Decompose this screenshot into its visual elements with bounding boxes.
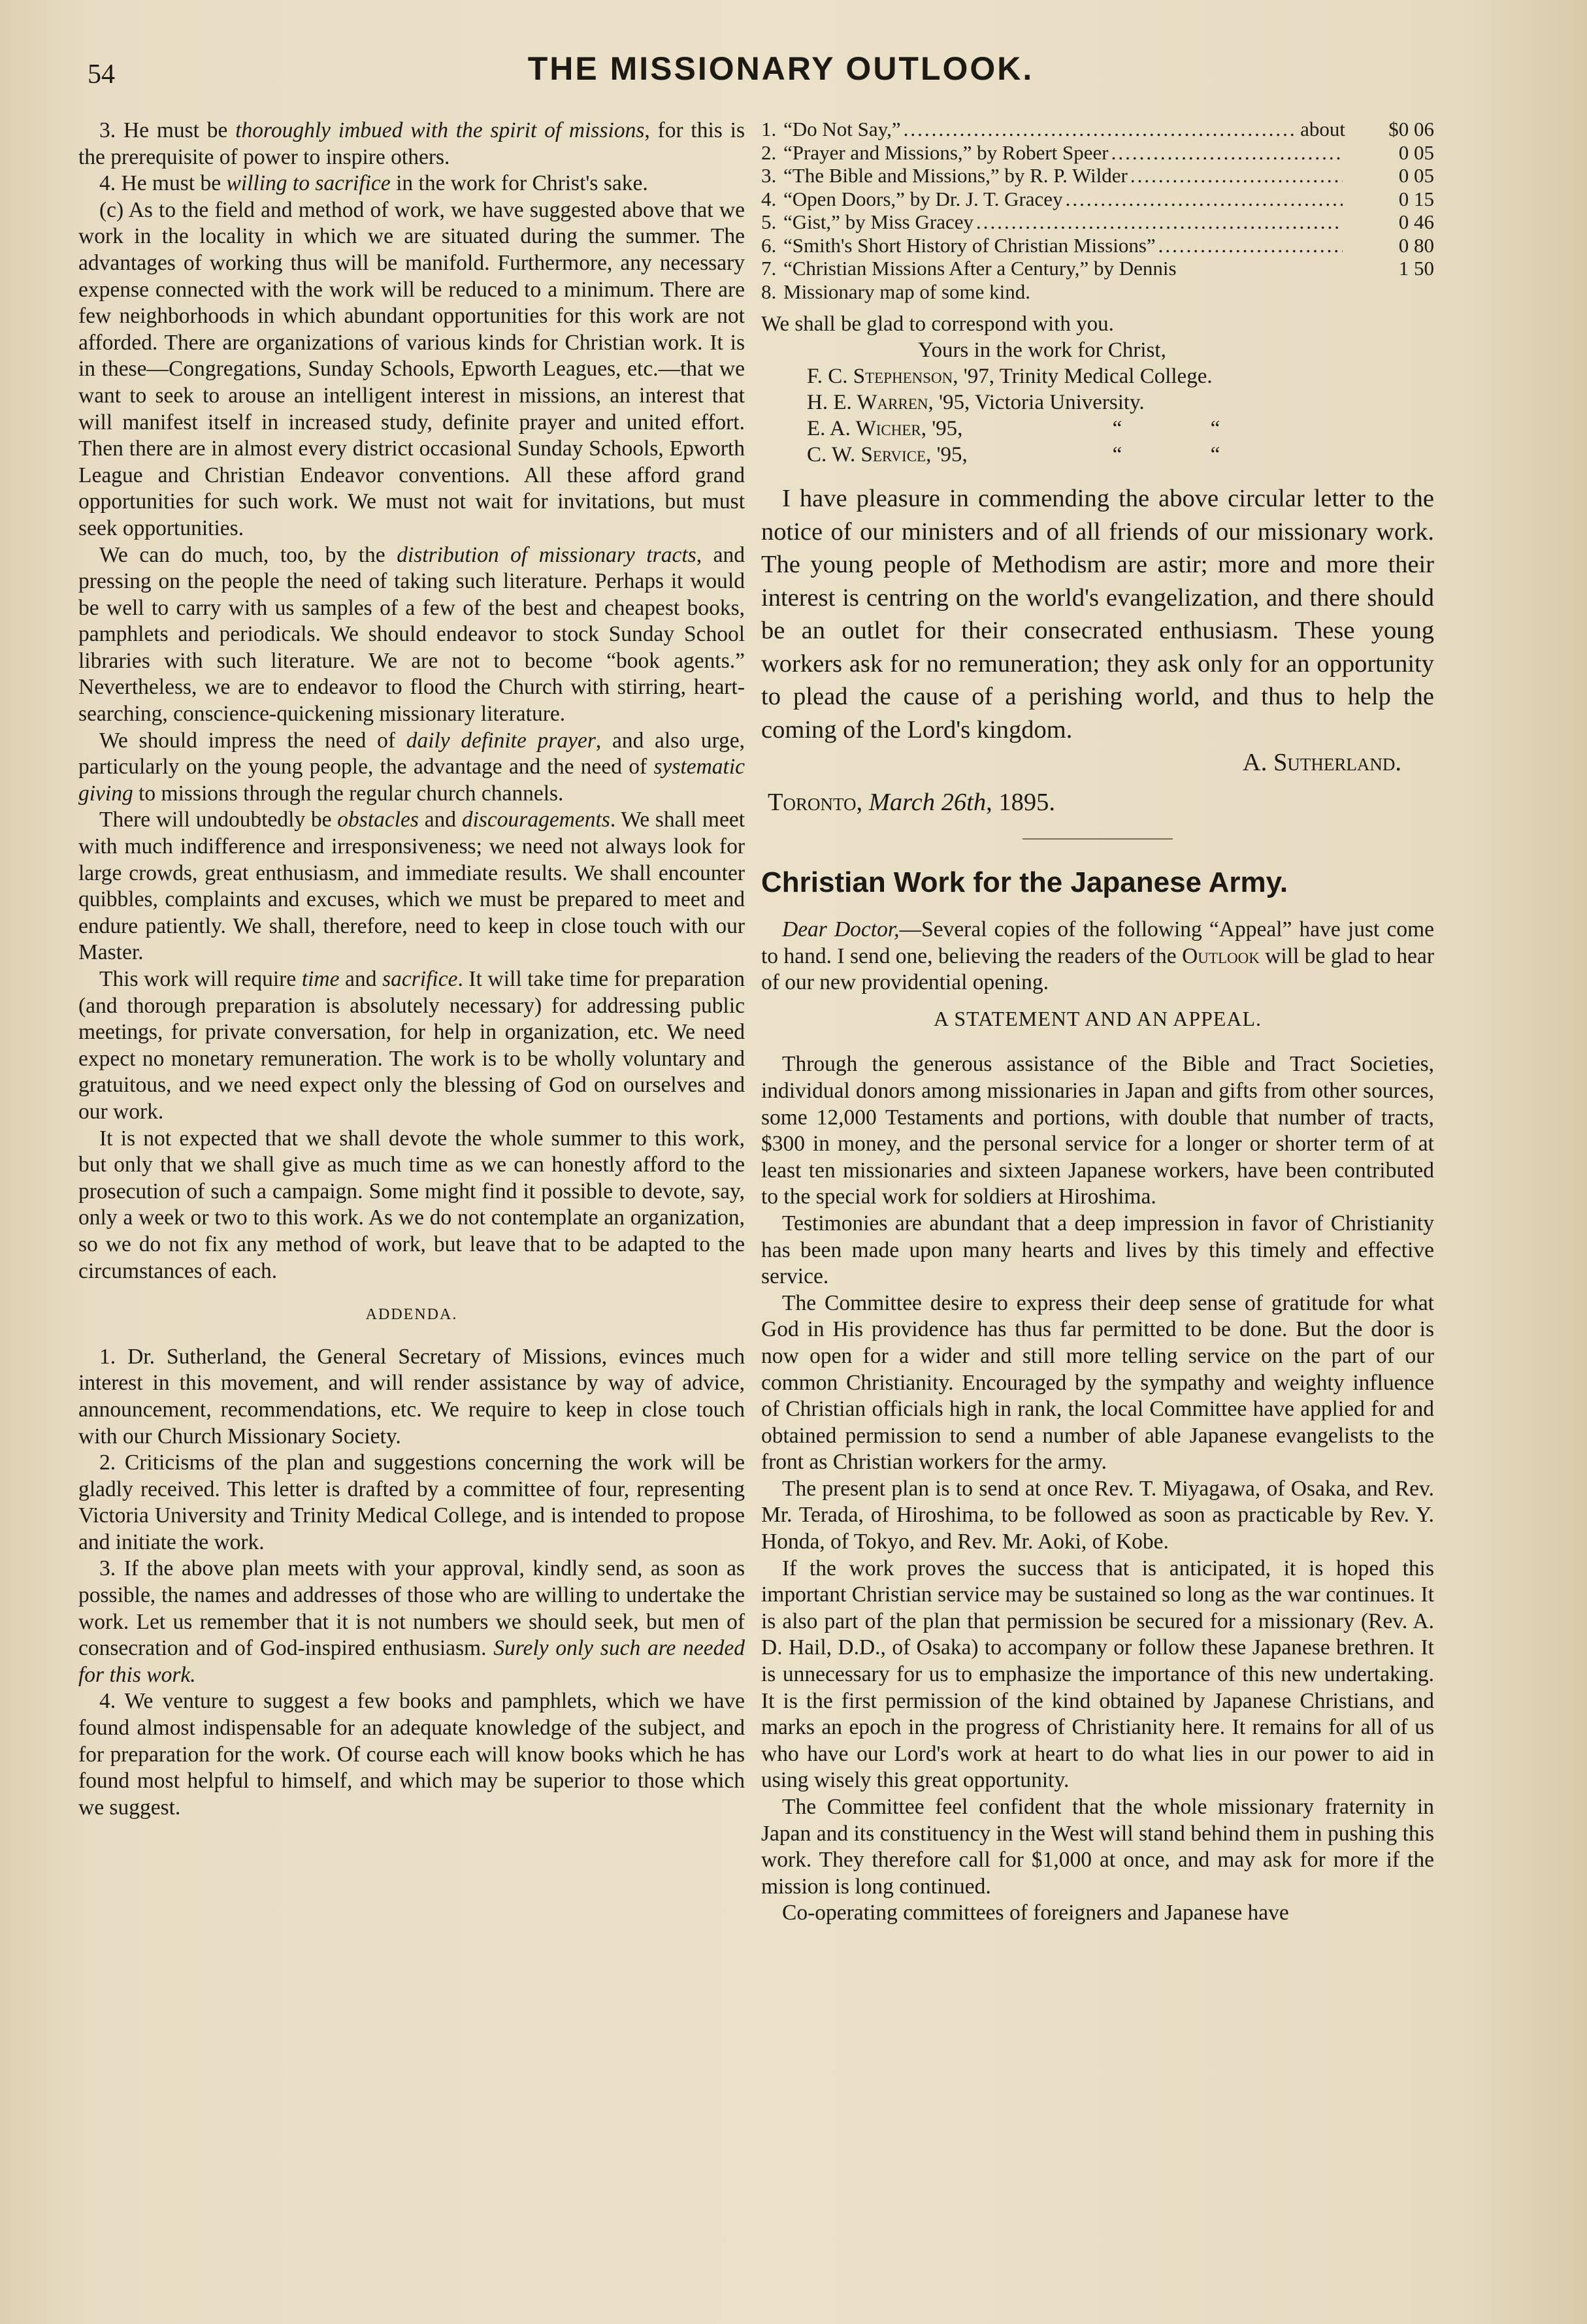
book-list-item: 4. “Open Doors,” by Dr. J. T. Gracey ..... 0 15 [761, 188, 1434, 211]
statement-heading: A STATEMENT AND AN APPEAL. [933, 1006, 1262, 1030]
addenda-item: 3. If the above plan meets with your approval, kindly send, as soon as possible, the names and addresses of those who are willing to undertake the work. Let us remember that it is not numbers we should seek, but men of consecration and of God-inspired enthusiasm. Surely only such are needed for this work. [78, 1556, 745, 1687]
right-column [761, 118, 1434, 1927]
section-divider [1023, 838, 1173, 840]
book-list-item: 2. “Prayer and Missions,” by Robert Speer ..... 0 05 [761, 141, 1434, 165]
book-list-item: 8. Missionary map of some kind. [761, 280, 1030, 303]
article-paragraph: The Committee feel confident that the whole missionary fraternity in Japan and its constituency in the West will stand behind them in pushing this work. They therefore call for $1,000 at once, and may ask for more if the mission is long continued. [761, 1795, 1434, 1899]
running-title: THE MISSIONARY OUTLOOK. [527, 50, 1034, 87]
signatory: H. E. Warren, '95, Victoria University. [807, 391, 1145, 414]
paragraph: We should impress the need of daily definite prayer, and also urge, particularly on the young people, the advantage and the need of systematic giving to missions through the regular church channels. [78, 728, 745, 806]
commendation-author: A. Sutherland. [1242, 749, 1401, 776]
signatory: C. W. Service, '95, “ “ [807, 443, 1220, 466]
letter-signoff [761, 311, 1434, 468]
paragraph: 3. He must be thoroughly imbued with the spirit of missions, for this is the prerequisite of power to inspire others. [78, 118, 745, 169]
commendation-text: I have pleasure in commending the above circular letter to the notice of our ministers and of all friends of our missionary work. The young people of Methodism are astir; more and more their interest is centring on the world's evangelization, and there should be an outlet for their consecrated enthusiasm. These young workers ask for no remuneration; they ask only for an opportunity to plead the cause of a perishing world, and thus to help the coming of the Lord's kingdom. [761, 485, 1434, 744]
page-header [78, 47, 1483, 93]
paragraph: There will undoubtedly be obstacles and discouragements. We shall meet with much indifference and irresponsiveness; we need not always look for large crowds, great enthusiasm, and immediate results. We shall encounter quibbles, complaints and excuses, which we must be prepared to meet and endure patiently. We shall, therefore, need to keep in close touch with our Master. [78, 808, 745, 965]
signatory: E. A. Wicher, '95, “ “ [807, 417, 1220, 440]
addenda-item: 4. We venture to suggest a few books and pamphlets, which we have found almost indispensable for an adequate knowledge of the subject, and for preparation for the work. Of course each will know books which he has found most helpful to himself, and which may be superior to those which we suggest. [78, 1689, 745, 1820]
article-title: Christian Work for the Japanese Army. [761, 866, 1288, 898]
article-intro: Dear Doctor,—Several copies of the following “Appeal” have just come to hand. I send one, believing the readers of the Outlook will be glad to hear of our new providential opening. [761, 917, 1434, 995]
signatory: F. C. Stephenson, '97, Trinity Medical College. [807, 365, 1213, 388]
article-paragraph: If the work proves the success that is anticipated, it is hoped this important Christian service may be sustained so long as the war continues. It is also part of the plan that permission be secured for a missionary (Rev. A. D. Hail, D.D., of Osaka) to accompany or follow these Japanese brethren. It is unnecessary for us to emphasize the importance of this new undertaking. It is the first permission of the kind obtained by Japanese Christians, and marks an epoch in the progress of Christianity here. It remains for all of us who have our Lord's work at heart to do what lies in our power to aid in using wisely this great opportunity. [761, 1556, 1434, 1793]
article-paragraph: The present plan is to send at once Rev. T. Miyagawa, of Osaka, and Rev. Mr. Terada, of Hiroshima, to be followed as soon as practicable by Rev. Y. Honda, of Tokyo, and Rev. Mr. Aoki, of Kobe. [761, 1476, 1434, 1554]
article-paragraph: Testimonies are abundant that a deep impression in favor of Christianity has been made upon many hearts and lives by this timely and effective service. [761, 1211, 1434, 1289]
addenda-item: 2. Criticisms of the plan and suggestions concerning the work will be gladly received. This letter is drafted by a committee of four, representing Victoria University and Trinity Medical College, and is intended to propose and initiate the work. [78, 1450, 745, 1554]
paragraph: We can do much, too, by the distribution of missionary tracts, and pressing on the people the need of taking such literature. Perhaps it would be well to carry with us samples of a few of the best and cheapest books, pamphlets and periodicals. We should endeavor to stock Sunday School libraries with such literature. We are not to become “book agents.” Nevertheless, we are to endeavor to flood the Church with stirring, heart-searching, conscience-quickening missionary literature. [78, 542, 745, 727]
correspond-line: We shall be glad to correspond with you. [761, 312, 1114, 336]
article-paragraph: Co-operating committees of foreigners and Japanese have [782, 1901, 1289, 1925]
book-list-item: 6. “Smith's Short History of Christian Missions” ..... 0 80 [761, 234, 1434, 257]
paragraph: It is not expected that we shall devote the whole summer to this work, but only that we shall give as much time as we can honestly afford to the prosecution of such a campaign. Some might find it possible to devote, say, only a week or two to this work. As we do not contemplate an organization, so we do not fix any method of work, but leave that to be adapted to the circumstances of each. [78, 1126, 745, 1283]
paragraph: 4. He must be willing to sacrifice in the work for Christ's sake. [99, 171, 648, 196]
closing-line: Yours in the work for Christ, [918, 338, 1166, 362]
page-number: 54 [88, 59, 115, 90]
left-column [78, 118, 745, 1821]
book-list-item: 7. “Christian Missions After a Century,” by Dennis 1 50 [761, 257, 1434, 280]
article-paragraph: The Committee desire to express their deep sense of gratitude for what God in His providence has thus far permitted to be done. But the door is now open for a wider and still more telling service on the part of our common Christianity. Encouraged by the sympathy and weighty influence of Christian officials high in rank, the local Committee have applied for and obtained permission to send a number of able Japanese evangelists to the front as Christian workers for the army. [761, 1290, 1434, 1475]
book-list [761, 118, 1434, 303]
article-paragraph: Through the generous assistance of the Bible and Tract Societies, individual donors among missionaries in Japan and gifts from other sources, some 12,000 Testaments and portions, with double that number of tracts, $300 in money, and the personal service for a longer or shorter term of at least ten missionaries and sixteen Japanese workers, have been contributed to the special work for soldiers at Hiroshima. [761, 1052, 1434, 1209]
paragraph: (c) As to the field and method of work, we have suggested above that we work in the locality in which we are situated during the summer. The advantages of working thus will be manifold. Furthermore, any necessary expense connected with the work will be reduced to a minimum. There are few neighborhoods in which abundant opportunities for this work are not afforded. There are organizations of various kinds for Christian work. It is in these—Congregations, Sunday Schools, Epworth Leagues, etc.—that we want to seek to arouse an intelligent interest in missions, an interest that will manifest itself in increased study, definite prayer and united effort. Then there are in almost every district occasional Sunday Schools, Epworth League and Christian Endeavor conventions. All these afford grand opportunities for such work. We must not wait for invitations, but must seek opportunities. [78, 197, 745, 540]
commendation [761, 482, 1434, 819]
paragraph: This work will require time and sacrifice. It will take time for preparation (and thorough preparation is absolutely necessary) for addressing public meetings, for private conversation, for help in organization, etc. We need expect no monetary remuneration. The work is to be wholly voluntary and gratuitous, and we need expect only the blessing of God on ourselves and our work. [78, 967, 745, 1124]
addenda-heading: ADDENDA. [365, 1306, 458, 1324]
addenda-item: 1. Dr. Sutherland, the General Secretary of Missions, evinces much interest in this movement, and will render assistance by way of advice, announcement, recommendations, etc. We require to keep in close touch with our Church Missionary Society. [78, 1344, 745, 1448]
book-list-item: 5. “Gist,” by Miss Gracey ..... 0 46 [761, 210, 1434, 234]
book-list-item: 3. “The Bible and Missions,” by R. P. Wilder ..... 0 05 [761, 164, 1434, 188]
book-list-item: 1. “Do Not Say,” ..... about $0 06 [761, 118, 1434, 141]
dateline: Toronto, March 26th, 1895. [768, 788, 1055, 816]
